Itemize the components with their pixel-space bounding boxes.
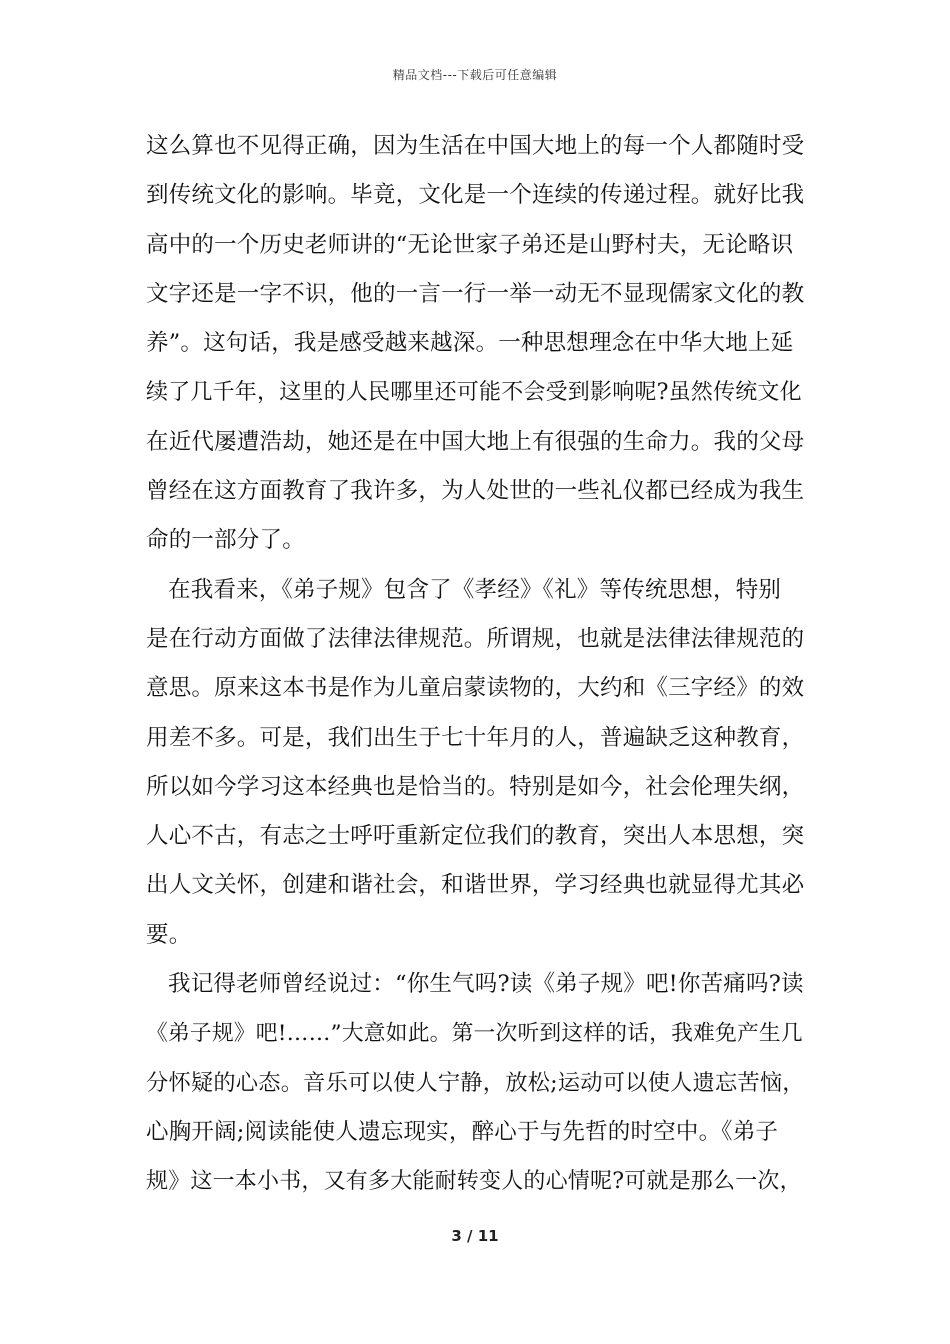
text-line: 心胸开阔;阅读能使人遗忘现实，醉心于与先哲的时空中。《弟子 — [146, 1118, 779, 1145]
page-number: 3 / 11 — [451, 1227, 499, 1245]
text-line: 出人文关怀，创建和谐社会，和谐世界，学习经典也就显得尤其必 — [146, 872, 805, 899]
text-line: 到传统文化的影响。毕竟，文化是一个连续的传递过程。就好比我 — [146, 182, 805, 209]
text-line: 分怀疑的心态。音乐可以使人宁静，放松;运动可以使人遗忘苦恼， — [146, 1069, 805, 1096]
text-line: 高中的一个历史老师讲的“无论世家子弟还是山野村夫，无论略识 — [146, 231, 794, 258]
text-line: 意思。原来这本书是作为儿童启蒙读物的，大约和《三字经》的效 — [146, 675, 805, 702]
text-line: 我记得老师曾经说过：“你生气吗?读《弟子规》吧!你苦痛吗?读 — [168, 971, 804, 998]
text-line: 《弟子规》吧!……”大意如此。第一次听到这样的话，我难免产生几 — [146, 1021, 803, 1047]
text-line: 这么算也不见得正确，因为生活在中国大地上的每一个人都随时受 — [146, 133, 805, 159]
text-line: 在近代屡遭浩劫，她还是在中国大地上有很强的生命力。我的父母 — [146, 428, 805, 455]
text-line: 规》这一本小书，又有多大能耐转变人的心情呢?可就是那么一次， — [146, 1169, 802, 1195]
page-header: 精品文档---下载后可任意编辑 — [392, 68, 558, 82]
text-line: 曾经在这方面教育了我许多，为人处世的一些礼仪都已经成为我生 — [146, 478, 805, 505]
text-line: 续了几千年，这里的人民哪里还可能不会受到影响呢?虽然传统文化 — [146, 380, 802, 406]
text-line: 所以如今学习这本经典也是恰当的。特别是如今，社会伦理失纲， — [146, 773, 805, 800]
text-line: 要。 — [146, 921, 192, 948]
text-line: 命的一部分了。 — [146, 527, 305, 554]
text-line: 文字还是一字不识，他的一言一行一举一动无不显现儒家文化的教 — [146, 280, 805, 307]
text-line: 人心不古，有志之士呼吁重新定位我们的教育，突出人本思想，突 — [146, 823, 805, 850]
text-line: 养”。这句话，我是感受越来越深。一种思想理念在中华大地上延 — [146, 330, 794, 357]
text-line: 是在行动方面做了法律法律规范。所谓规，也就是法律法律规范的 — [146, 625, 805, 652]
document-body — [146, 122, 808, 1207]
text-line: 用差不多。可是，我们出生于七十年月的人，普遍缺乏这种教育， — [146, 724, 805, 751]
text-line: 在我看来，《弟子规》包含了《孝经》《礼》等传统思想，特别 — [168, 576, 782, 603]
